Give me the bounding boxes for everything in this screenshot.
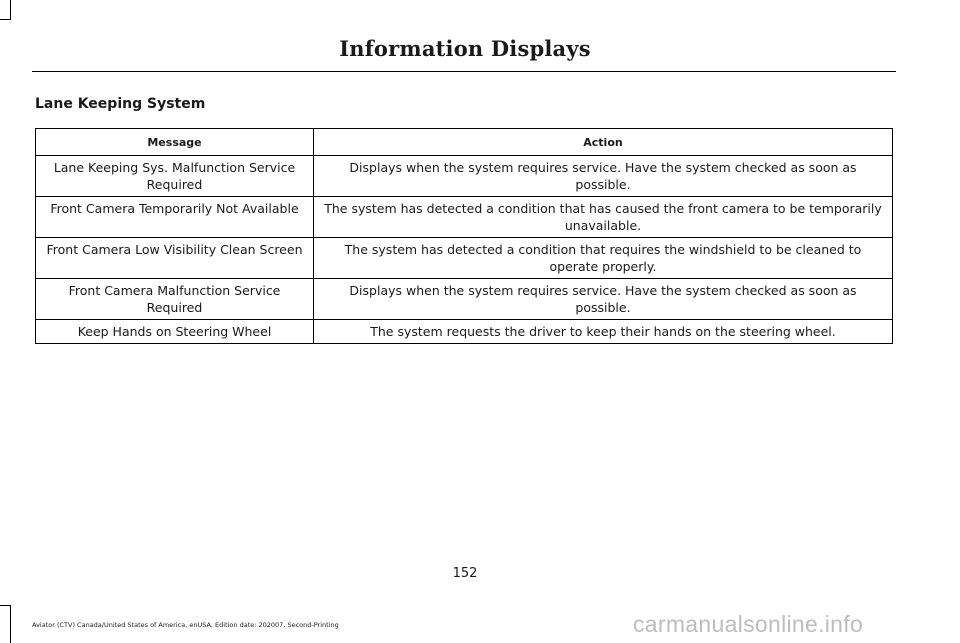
section-title: Lane Keeping System bbox=[35, 96, 206, 112]
crop-mark-top-left-vertical bbox=[10, 0, 11, 20]
column-header-message: Message bbox=[36, 129, 314, 156]
table-row bbox=[36, 238, 893, 279]
message-cell: Front Camera Temporarily Not Available bbox=[36, 197, 314, 238]
crop-mark-top-left-horizontal bbox=[0, 19, 11, 20]
crop-mark-bottom-left-vertical bbox=[10, 605, 11, 643]
action-cell: Displays when the system requires service. Have the system checked as soon as possible. bbox=[314, 279, 893, 320]
edition-footer: Aviator (CTV) Canada/United States of America, enUSA, Edition date: 202007, Second-Printing bbox=[32, 621, 339, 629]
action-cell: Displays when the system requires service. Have the system checked as soon as possible. bbox=[314, 156, 893, 197]
message-cell: Front Camera Low Visibility Clean Screen bbox=[36, 238, 314, 279]
page-number: 152 bbox=[452, 566, 478, 581]
header-divider bbox=[32, 71, 896, 72]
action-cell: The system has detected a condition that has caused the front camera to be temporarily unavailable. bbox=[314, 197, 893, 238]
table-row bbox=[36, 320, 893, 344]
page-header-title: Information Displays bbox=[339, 36, 591, 61]
crop-mark-bottom-left-horizontal bbox=[0, 605, 11, 606]
message-cell: Lane Keeping Sys. Malfunction Service Required bbox=[36, 156, 314, 197]
table-row bbox=[36, 156, 893, 197]
table-row bbox=[36, 279, 893, 320]
action-cell: The system has detected a condition that requires the windshield to be cleaned to operate properly. bbox=[314, 238, 893, 279]
table-row bbox=[36, 197, 893, 238]
action-cell: The system requests the driver to keep their hands on the steering wheel. bbox=[314, 320, 893, 344]
message-cell: Keep Hands on Steering Wheel bbox=[36, 320, 314, 344]
table-header-row bbox=[36, 129, 893, 156]
column-header-action: Action bbox=[314, 129, 893, 156]
watermark-logo: carmanualsonline.info bbox=[633, 611, 864, 637]
messages-table bbox=[35, 128, 893, 344]
message-cell: Front Camera Malfunction Service Required bbox=[36, 279, 314, 320]
